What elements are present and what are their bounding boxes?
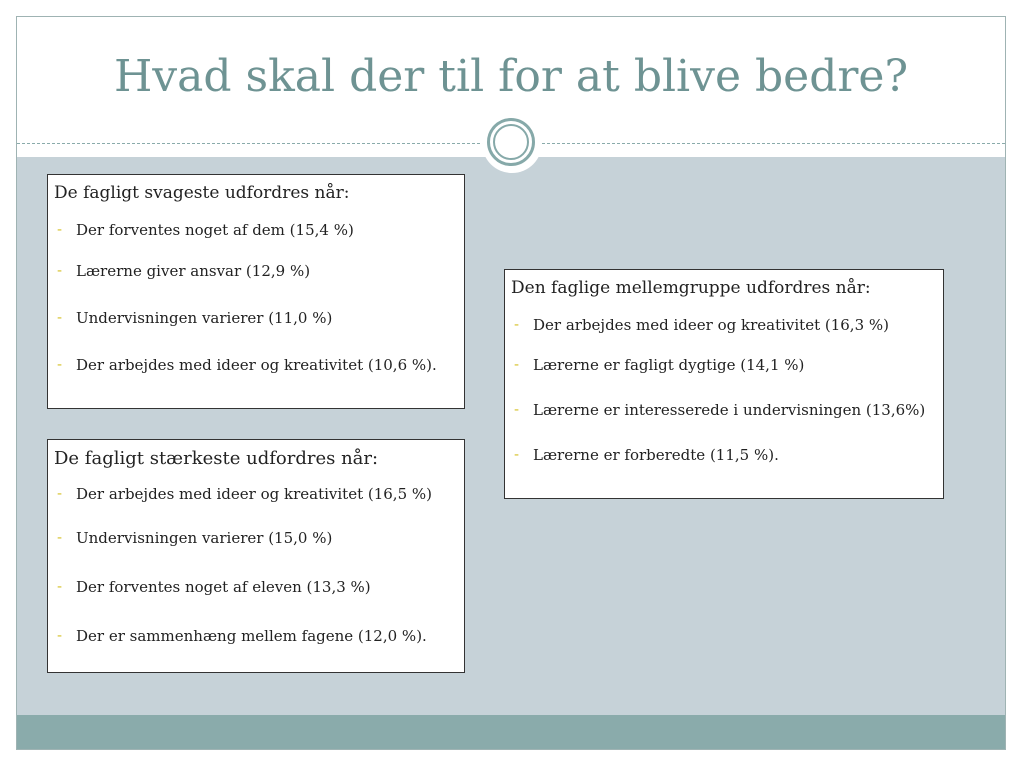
list-item-text: Lærerne giver ansvar (12,9 %) xyxy=(76,261,311,280)
dash-bullet-icon: - xyxy=(57,356,63,373)
dash-bullet-icon: - xyxy=(514,446,520,463)
list-item xyxy=(54,611,458,660)
list-item-text: Undervisningen varierer (11,0 %) xyxy=(76,308,333,327)
list-item xyxy=(511,387,937,432)
dash-bullet-icon: - xyxy=(514,356,520,373)
list-item-text: Der arbejdes med ideer og kreativitet (10,6 %). xyxy=(76,355,437,374)
list-item-text: Der forventes noget af dem (15,4 %) xyxy=(76,221,354,239)
list-item xyxy=(511,308,937,342)
list-item-text: Der er sammenhæng mellem fagene (12,0 %). xyxy=(76,626,427,645)
list-item xyxy=(54,341,458,388)
middle-group-box xyxy=(504,269,944,499)
list-item-text: Der arbejdes med ideer og kreativitet (16,3 %) xyxy=(533,316,889,334)
dash-bullet-icon: - xyxy=(57,486,63,502)
list-item xyxy=(54,513,458,562)
list-item xyxy=(54,247,458,294)
list-item xyxy=(54,562,458,611)
list-item xyxy=(511,342,937,387)
list-item-text: Undervisningen varierer (15,0 %) xyxy=(76,528,333,547)
middle-group-heading: Den faglige mellemgruppe udfordres når: xyxy=(511,278,871,298)
list-item-text: Lærerne er fagligt dygtige (14,1 %) xyxy=(533,355,805,374)
weak-students-list xyxy=(54,213,458,388)
dash-bullet-icon: - xyxy=(57,262,63,279)
list-item xyxy=(511,432,937,477)
dash-bullet-icon: - xyxy=(57,578,63,595)
dash-bullet-icon: - xyxy=(57,222,63,238)
dash-bullet-icon: - xyxy=(57,529,63,546)
list-item xyxy=(54,213,458,247)
list-item-text: Lærerne er interesserede i undervisningen (13,6%) xyxy=(533,400,926,419)
strong-students-heading: De fagligt stærkeste udfordres når: xyxy=(54,448,379,469)
list-item xyxy=(54,475,458,513)
slide-title: Hvad skal der til for at blive bedre? xyxy=(113,51,909,102)
list-item-text: Lærerne er forberedte (11,5 %). xyxy=(533,445,779,464)
strong-students-box xyxy=(47,439,465,673)
weak-students-heading: De fagligt svageste udfordres når: xyxy=(54,183,350,203)
divider-inner-circle-icon xyxy=(493,124,529,160)
weak-students-box xyxy=(47,174,465,409)
list-item-text: Der arbejdes med ideer og kreativitet (16,5 %) xyxy=(76,485,432,503)
list-item-text: Der forventes noget af eleven (13,3 %) xyxy=(76,577,371,596)
strong-students-list xyxy=(54,475,458,660)
dash-bullet-icon: - xyxy=(57,309,63,326)
slide xyxy=(16,16,1006,750)
footer-bar xyxy=(17,715,1005,749)
dash-bullet-icon: - xyxy=(514,401,520,418)
dash-bullet-icon: - xyxy=(514,317,520,333)
middle-group-list xyxy=(511,308,937,477)
list-item xyxy=(54,294,458,341)
dash-bullet-icon: - xyxy=(57,627,63,644)
